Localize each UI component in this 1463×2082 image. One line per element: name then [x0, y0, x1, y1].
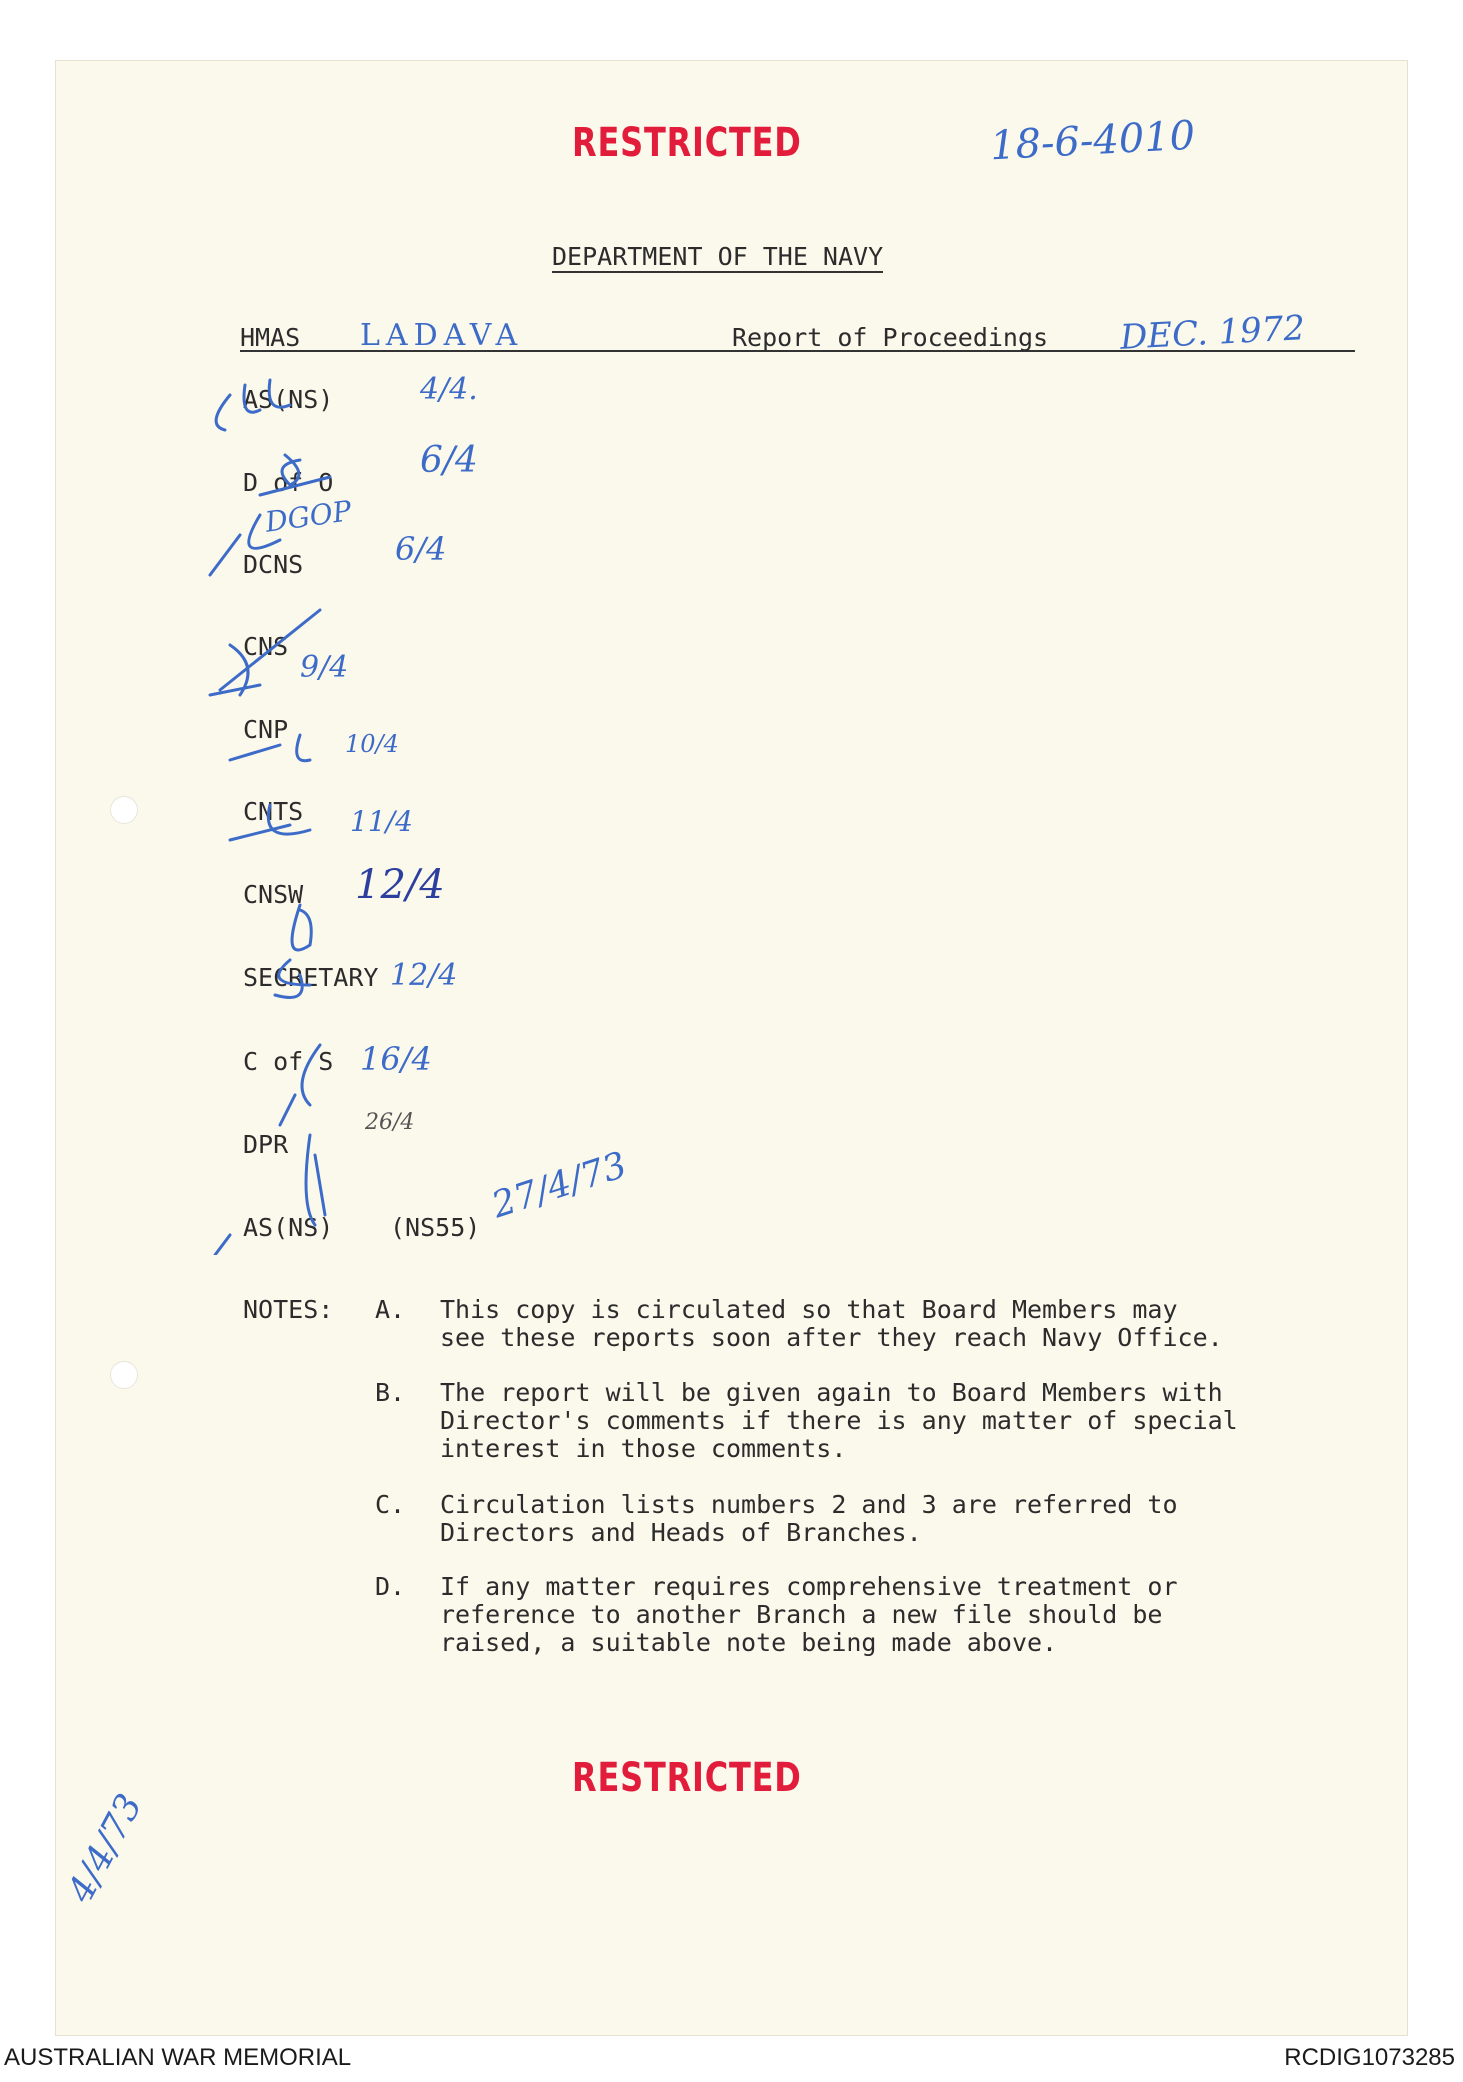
circ-annotation-cnp: 10/4 — [345, 730, 399, 758]
final-annotation: 27/4/73 — [487, 1144, 632, 1227]
circ-annotation-cnsw: 12/4 — [355, 862, 445, 908]
punch-hole-bottom — [110, 1361, 138, 1389]
note-b-line-3: interest in those comments. — [440, 1434, 847, 1463]
circ-role-cnp: CNP — [243, 715, 289, 744]
handwritten-initials — [200, 365, 500, 1255]
circ-role-cnts: CNTS — [243, 797, 304, 826]
circ-annotation-as-ns: 4/4. — [420, 372, 478, 407]
circ-role-cnsw: CNSW — [243, 880, 304, 909]
circ-annotation-dpr: 26/4 — [365, 1110, 415, 1135]
note-c-line-1: Circulation lists numbers 2 and 3 are referred to — [440, 1490, 1178, 1519]
file-number: 18-6-4010 — [988, 112, 1197, 170]
circ-role-c-of-s: C of S — [243, 1047, 334, 1076]
final-code: (NS55) — [390, 1213, 481, 1242]
circ-annotation-dcns: 6/4 — [395, 530, 447, 568]
footer-record-id: RCDIG1073285 — [1284, 2044, 1455, 2071]
note-a-line-1: This copy is circulated so that Board Members may — [440, 1295, 1178, 1324]
report-label: Report of Proceedings — [732, 323, 1049, 352]
circ-annotation-cnts: 11/4 — [350, 805, 413, 838]
restricted-stamp-top: RESTRICTED — [572, 120, 802, 166]
ship-name: LADAVA — [360, 318, 524, 353]
note-d-line-1: If any matter requires comprehensive treatment or — [440, 1572, 1178, 1601]
circ-role-cns: CNS — [243, 632, 289, 661]
note-d-line-2: reference to another Branch a new file should be — [440, 1600, 1163, 1629]
notes-label: NOTES: — [243, 1295, 334, 1324]
note-d-letter: D. — [375, 1572, 406, 1601]
circ-annotation-secretary: 12/4 — [390, 958, 458, 993]
report-period: DEC. 1972 — [1119, 308, 1306, 358]
note-b-letter: B. — [375, 1378, 406, 1407]
punch-hole-top — [110, 796, 138, 824]
note-a-line-2: see these reports soon after they reach Navy Office. — [440, 1323, 1223, 1352]
restricted-stamp-bottom: RESTRICTED — [572, 1755, 802, 1801]
circ-role-d-of-o: D of O — [243, 468, 334, 497]
circ-role-dpr: DPR — [243, 1130, 289, 1159]
circ-extra-dcns: DGOP — [263, 494, 354, 539]
document-title: DEPARTMENT OF THE NAVY — [552, 242, 884, 271]
note-c-letter: C. — [375, 1490, 406, 1519]
margin-annotation: 4/4/73 — [60, 1787, 151, 1910]
ship-prefix: HMAS — [240, 323, 301, 352]
final-role: AS(NS) — [243, 1213, 334, 1242]
note-b-line-1: The report will be given again to Board Members with — [440, 1378, 1223, 1407]
note-c-line-2: Directors and Heads of Branches. — [440, 1518, 922, 1547]
circ-role-as-ns: AS(NS) — [243, 385, 334, 414]
note-d-line-3: raised, a suitable note being made above. — [440, 1628, 1058, 1657]
note-b-line-2: Director's comments if there is any matter of special — [440, 1406, 1238, 1435]
note-a-letter: A. — [375, 1295, 406, 1324]
circ-annotation-d-of-o: 6/4 — [420, 440, 478, 481]
circ-annotation-c-of-s: 16/4 — [360, 1040, 432, 1078]
circ-role-dcns: DCNS — [243, 550, 304, 579]
circ-role-secretary: SECRETARY — [243, 963, 379, 992]
footer-institution: AUSTRALIAN WAR MEMORIAL — [4, 2044, 352, 2071]
circ-annotation-cns: 9/4 — [300, 650, 349, 685]
